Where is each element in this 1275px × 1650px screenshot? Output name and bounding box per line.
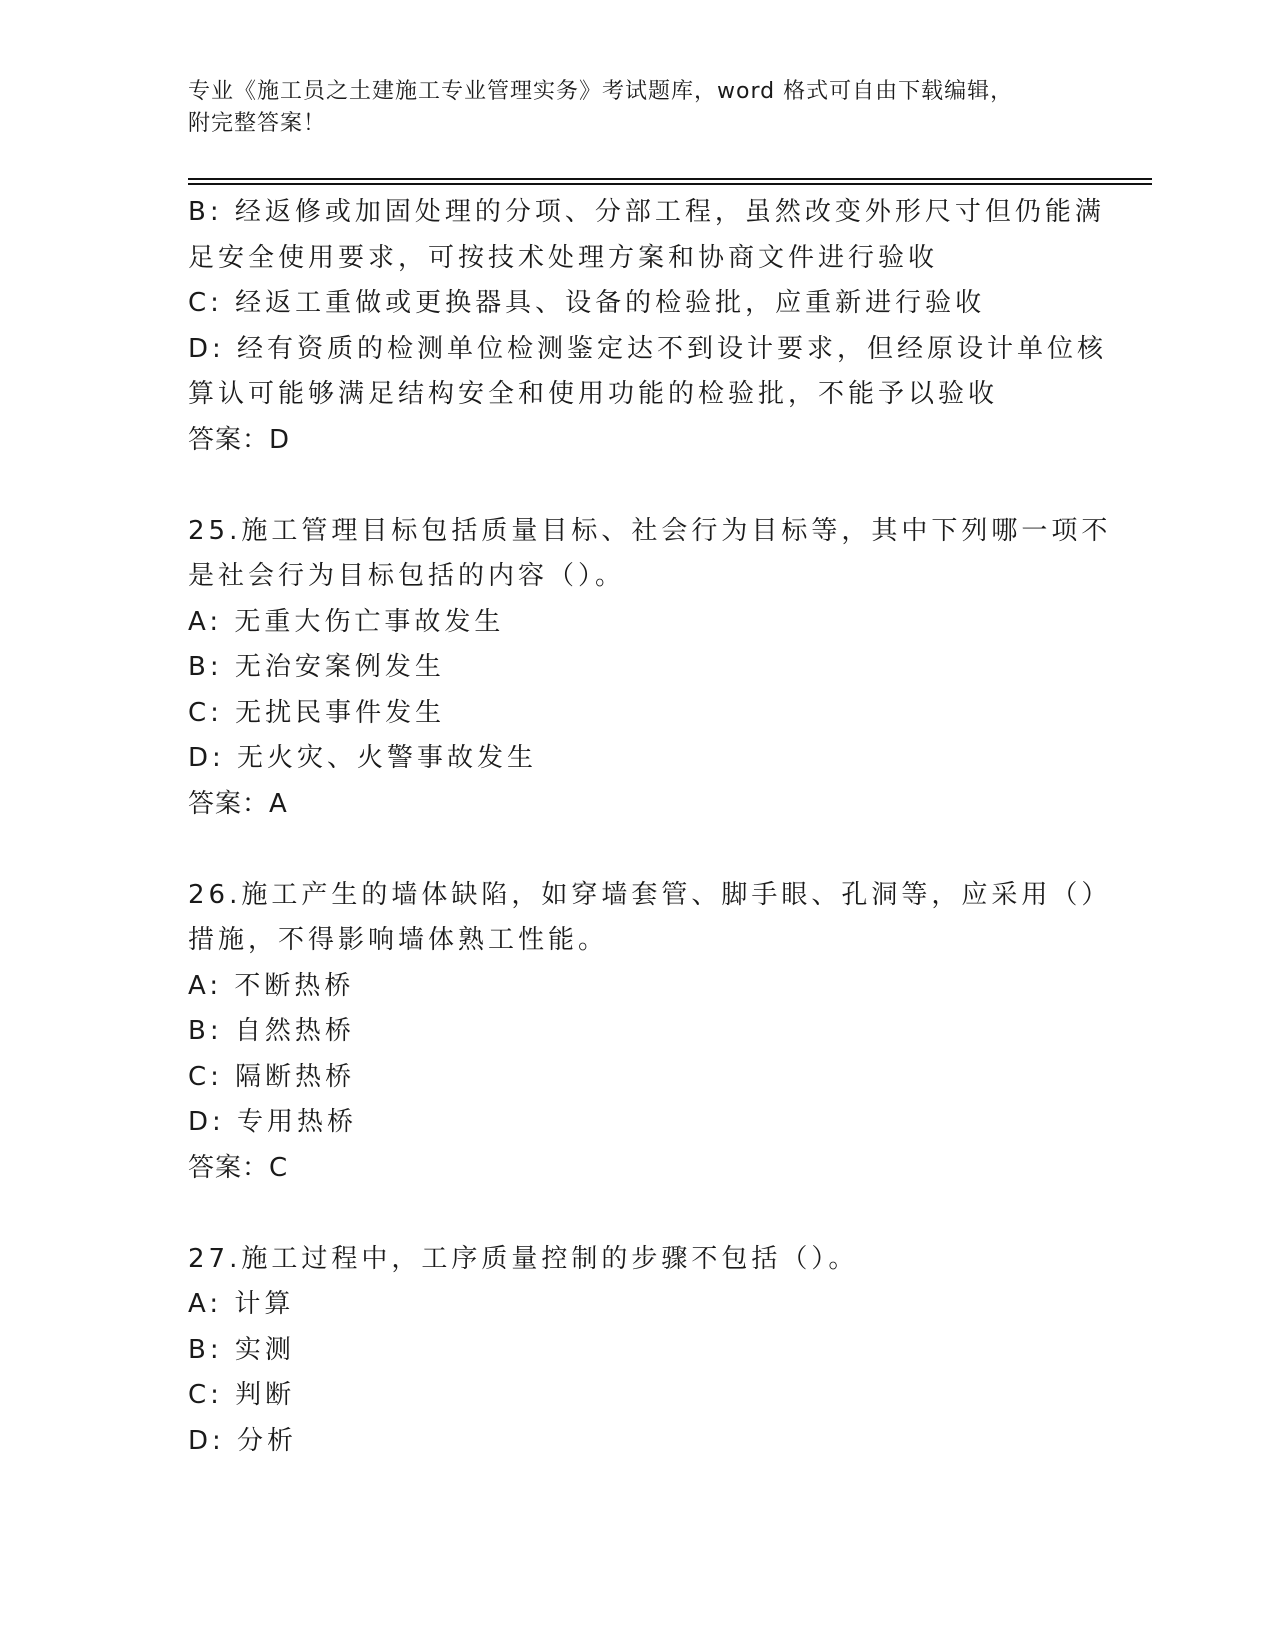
header-rule-top [188,178,1152,180]
spacer [188,1191,1088,1237]
question-25 [188,509,1112,828]
question-stem-line-2: 措施，不得影响墙体熟工性能。 [188,925,609,955]
header-line-1: 专业《施工员之土建施工专业管理实务》考试题库，word 格式可自由下载编辑， [188,79,1014,104]
option-a: A: 不断热桥 [188,970,355,1001]
question-26 [188,873,1112,1192]
answer-line: 答案：D [188,424,291,455]
option-c: C: 无扰民事件发生 [188,697,446,728]
option-b: B: 自然热桥 [188,1016,355,1046]
option-c: C: 判断 [188,1380,296,1410]
question-stem-line-1: 26.施工产生的墙体缺陷，如穿墙套管、脚手眼、孔洞等，应采用（） [188,879,1112,910]
header-rule-bottom [188,183,1152,185]
option-d-line-1: D: 经有资质的检测单位检测鉴定达不到设计要求，但经原设计单位核 [188,333,1108,364]
page-header [188,76,1068,140]
spacer [188,827,1088,873]
spacer [188,463,1088,509]
answer-line: 答案：C [188,1152,289,1183]
header-line-2: 附完整答案！ [188,111,327,136]
option-d: D: 分析 [188,1425,298,1456]
question-stem-line-2: 是社会行为目标包括的内容（）。 [188,561,626,591]
option-b: B: 实测 [188,1334,295,1365]
option-d: D: 无火灾、火警事故发生 [188,743,538,773]
option-d-line-2: 算认可能够满足结构安全和使用功能的检验批，不能予以验收 [188,379,999,409]
option-c: C: 隔断热桥 [188,1061,356,1092]
option-b-line-1: B: 经返修或加固处理的分项、分部工程，虽然改变外形尺寸但仍能满 [188,197,1105,227]
option-c-line-1: C: 经返工重做或更换器具、设备的检验批，应重新进行验收 [188,288,986,318]
question-27 [188,1237,1088,1465]
document-body [188,190,1112,1464]
option-b: B: 无治安案例发生 [188,652,445,682]
carryover-question [188,190,1108,463]
question-stem-line-1: 27.施工过程中，工序质量控制的步骤不包括（）。 [188,1243,859,1274]
option-a: A: 计算 [188,1289,295,1319]
option-b-line-2: 足安全使用要求，可按技术处理方案和协商文件进行验收 [188,242,939,273]
option-d: D: 专用热桥 [188,1107,358,1137]
option-a: A: 无重大伤亡事故发生 [188,606,505,637]
answer-line: 答案：A [188,788,288,819]
question-stem-line-1: 25.施工管理目标包括质量目标、社会行为目标等，其中下列哪一项不 [188,515,1112,546]
